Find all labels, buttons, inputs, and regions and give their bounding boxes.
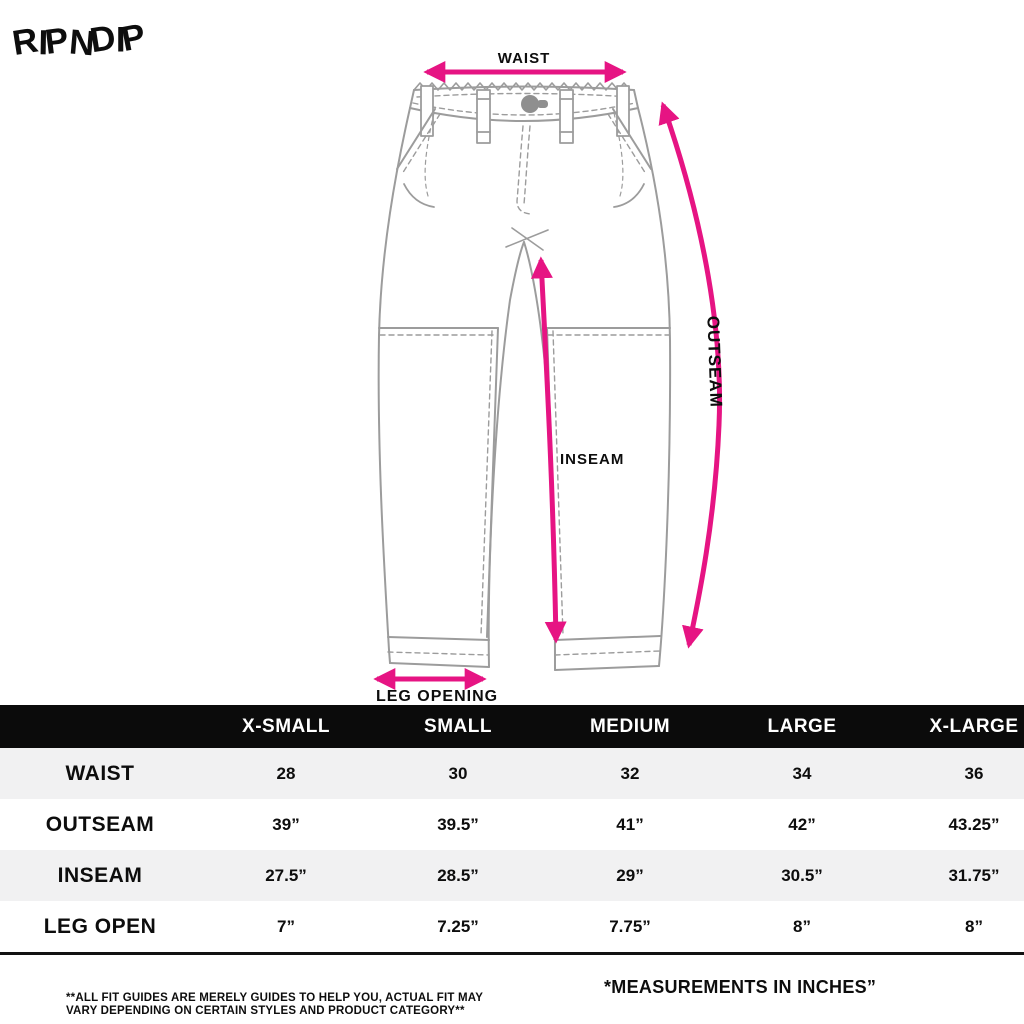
waist-x-large: 36 (964, 763, 984, 783)
row-label-inseam: INSEAM (57, 863, 143, 887)
fit-disclaimer (66, 992, 483, 1018)
units-note: *MEASUREMENTS IN INCHES” (604, 977, 877, 997)
brand-logo (10, 16, 149, 66)
table-row-inseam (0, 850, 1024, 901)
outseam-medium: 41” (616, 814, 644, 834)
col-header-x-large: X-LARGE (929, 715, 1019, 737)
row-label-waist: WAIST (65, 761, 135, 785)
col-header-medium: MEDIUM (589, 715, 671, 737)
size-table (0, 705, 1024, 952)
leg-opening-label: LEG OPENING (375, 688, 499, 705)
outseam-x-small: 39” (272, 814, 300, 834)
outseam-x-large: 43.25” (948, 814, 1000, 834)
outseam-large: 42” (788, 814, 816, 834)
inseam-medium: 29” (616, 865, 644, 885)
table-row-waist (0, 748, 1024, 799)
waist-large: 34 (792, 763, 812, 783)
col-header-small: SMALL (424, 715, 492, 737)
row-label-outseam: OUTSEAM (45, 812, 155, 836)
waist-button (521, 95, 548, 113)
waist-medium: 32 (620, 763, 640, 783)
brand-logo-text: RIPNDIP (9, 16, 148, 64)
outseam-label: OUTSEAM (703, 315, 726, 409)
table-row-outseam (0, 799, 1024, 850)
pants-drawing (379, 83, 670, 670)
inseam-x-small: 27.5” (265, 865, 307, 885)
size-table-header-row (0, 705, 1024, 748)
inseam-small: 28.5” (437, 865, 479, 885)
fit-disclaimer-line1: **ALL FIT GUIDES ARE MERELY GUIDES TO HELP YOU, ACTUAL FIT MAY (66, 992, 484, 1004)
col-header-large: LARGE (767, 715, 837, 737)
fit-disclaimer-line2: VARY DEPENDING ON CERTAIN STYLES AND PRODUCT CATEGORY** (66, 1005, 465, 1017)
leg-open-large: 8” (793, 916, 811, 936)
waist-label: WAIST (497, 50, 551, 67)
inseam-arrow (541, 260, 556, 640)
measurement-labels (376, 50, 726, 705)
inseam-large: 30.5” (781, 865, 823, 885)
inseam-x-large: 31.75” (948, 865, 1000, 885)
measurement-arrows (377, 72, 720, 679)
leg-open-x-large: 8” (965, 916, 983, 936)
waist-small: 30 (448, 763, 468, 783)
col-header-x-small: X-SMALL (242, 715, 330, 737)
inseam-label: INSEAM (560, 451, 625, 468)
waist-x-small: 28 (276, 763, 296, 783)
table-row-leg-open (0, 901, 1024, 952)
footer-divider (0, 952, 1024, 955)
leg-open-medium: 7.75” (609, 916, 651, 936)
header-spacer (0, 705, 200, 748)
outseam-small: 39.5” (437, 814, 479, 834)
row-label-leg-open: LEG OPEN (43, 914, 157, 938)
leg-open-small: 7.25” (437, 916, 479, 936)
leg-open-x-small: 7” (277, 916, 295, 936)
